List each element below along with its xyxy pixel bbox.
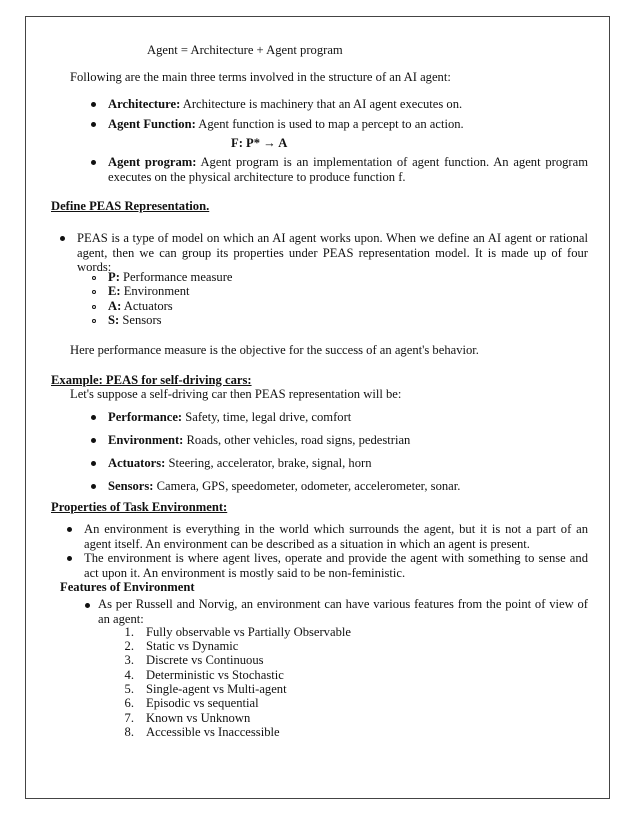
feature-item: Fully observable vs Partially Observable [146,625,351,639]
bullet-dot [91,461,96,466]
bullet-dot [91,122,96,127]
peas-item-s [108,313,162,328]
example-label: Actuators: [108,456,166,470]
feature-item: Deterministic vs Stochastic [146,668,284,682]
term-text: Agent program is an implementation of agent function. An agent program executes on the physical architecture to produce function f. [108,155,588,184]
bullet-dot [91,160,96,165]
task-bullet-2: The environment is where agent lives, operate and provide the agent with something to sense and act upon it. An environment is mostly said to be non-feministic. [84,551,588,580]
example-actuators [108,456,372,471]
peas-item-e [108,284,190,299]
term-agent-program [108,155,588,184]
task-bullet-1: An environment is everything in the world which surrounds the agent, but it is not a part of an agent itself. An environment can be described as a situation in which an agent is present. [84,522,588,551]
peas-item-a [108,299,173,314]
peas-heading: Define PEAS Representation. [51,199,210,213]
term-architecture [108,97,462,112]
example-text: Safety, time, legal drive, comfort [182,410,352,424]
function-formula: F: P* → A [231,136,288,150]
example-text: Roads, other vehicles, road signs, pedestrian [183,433,411,447]
feature-number: 5. [124,682,134,696]
feature-number: 2. [124,639,134,653]
bullet-dot [91,438,96,443]
term-label: Agent program: [108,155,197,169]
feature-item: Static vs Dynamic [146,639,239,653]
feature-number: 7. [124,711,134,725]
feature-item: Known vs Unknown [146,711,251,725]
page-border [25,16,610,799]
term-text: Architecture is machinery that an AI agent executes on. [180,97,463,111]
feature-number: 8. [124,725,134,739]
peas-word: Sensors [119,313,162,327]
bullet-dot [91,484,96,489]
example-sensors [108,479,460,494]
peas-note: Here performance measure is the objective for the success of an agent's behavior. [70,343,479,357]
bullet-dot [67,527,72,532]
term-label: Architecture: [108,97,181,111]
feature-item: Episodic vs sequential [146,696,259,710]
features-heading: Features of Environment [60,580,195,594]
feature-number: 4. [124,668,134,682]
peas-item-p [108,270,232,285]
agent-formula: Agent = Architecture + Agent program [147,43,343,57]
peas-letter: A: [108,299,122,313]
peas-word: Performance measure [119,270,233,284]
peas-word: Actuators [121,299,173,313]
bullet-dot [91,415,96,420]
task-heading: Properties of Task Environment: [51,500,228,514]
structure-intro: Following are the main three terms involved in the structure of an AI agent: [70,70,451,84]
term-label: Agent Function: [108,117,196,131]
bullet-dot [91,102,96,107]
features-intro: As per Russell and Norvig, an environment can have various features from the point of view of an agent: [98,597,588,626]
example-intro: Let's suppose a self-driving car then PEAS representation will be: [70,387,402,401]
example-text: Steering, accelerator, brake, signal, horn [165,456,372,470]
peas-letter: P: [108,270,120,284]
example-text: Camera, GPS, speedometer, odometer, accelerometer, sonar. [153,479,461,493]
circle-bullet [92,305,96,309]
example-environment [108,433,410,448]
term-agent-function [108,117,464,132]
bullet-dot [60,236,65,241]
peas-intro: PEAS is a type of model on which an AI agent works upon. When we define an AI agent or rational agent, then we can group its properties under PEAS representation model. It is made up of four words: [77,231,588,274]
peas-letter: E: [108,284,121,298]
peas-letter: S: [108,313,120,327]
feature-number: 6. [124,696,134,710]
circle-bullet [92,319,96,323]
bullet-dot [85,603,90,608]
example-performance [108,410,351,425]
bullet-dot [67,556,72,561]
example-label: Performance: [108,410,183,424]
feature-number: 1. [124,625,134,639]
example-label: Sensors: [108,479,154,493]
feature-number: 3. [124,653,134,667]
circle-bullet [92,290,96,294]
feature-item: Accessible vs Inaccessible [146,725,280,739]
circle-bullet [92,276,96,280]
example-heading: Example: PEAS for self-driving cars: [51,373,252,387]
peas-word: Environment [120,284,190,298]
feature-item: Discrete vs Continuous [146,653,264,667]
term-text: Agent function is used to map a percept to an action. [195,117,464,131]
feature-item: Single-agent vs Multi-agent [146,682,287,696]
example-label: Environment: [108,433,184,447]
